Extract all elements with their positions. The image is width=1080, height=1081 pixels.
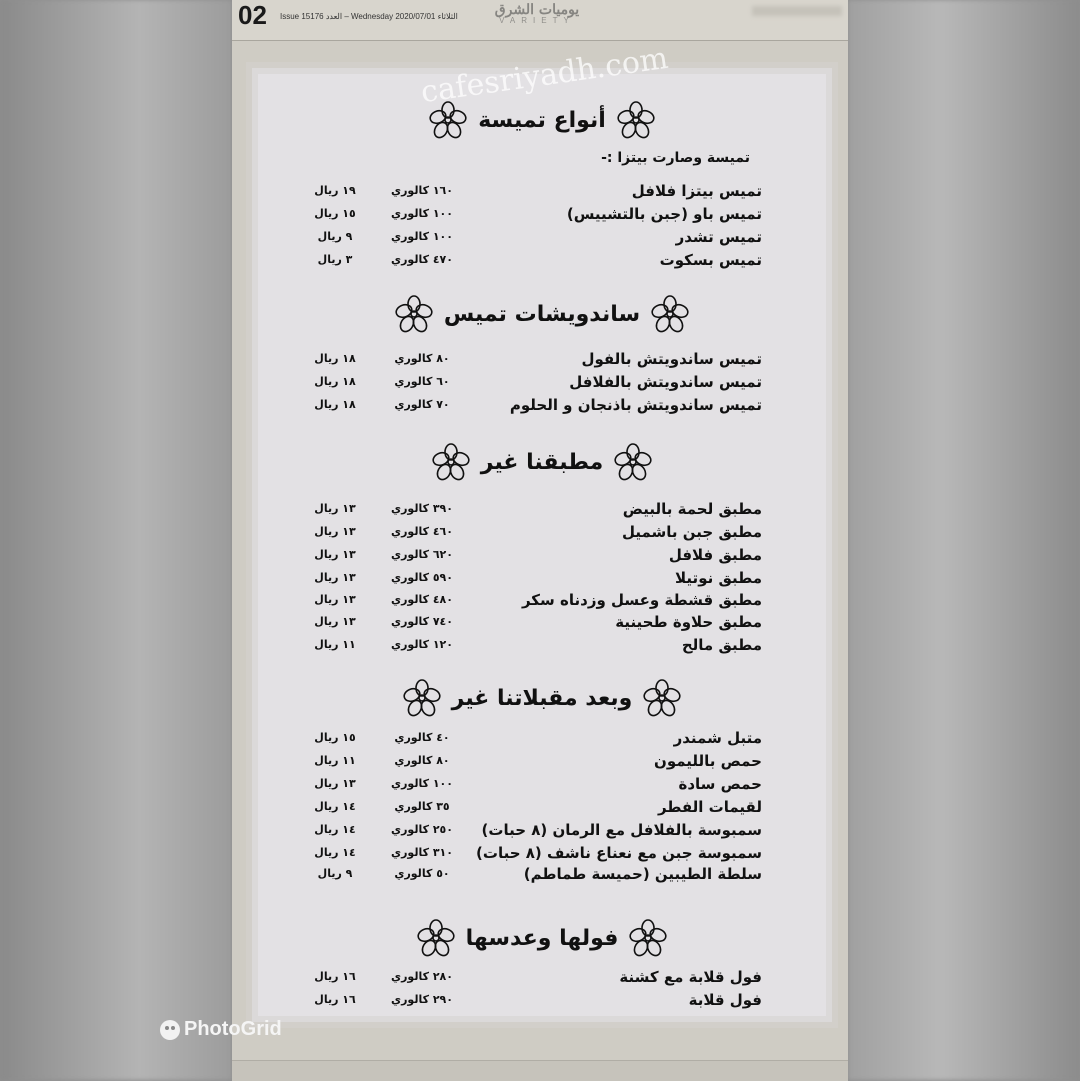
page-number: 02: [238, 0, 267, 30]
item-name: مطبق جبن باشميل: [621, 523, 762, 541]
item-name: تميس بيتزا فلافل: [631, 182, 762, 200]
item-name: متبل شمندر: [673, 729, 762, 747]
item-name: حمص بالليمون: [654, 752, 762, 770]
item-calories: ٦٢٠ كالوري: [391, 548, 453, 561]
menu-item: [300, 567, 762, 589]
flower-icon: [402, 678, 442, 718]
menu-item: [300, 819, 762, 841]
item-name: تميس بسكوت: [659, 251, 762, 269]
item-name: مطبق لحمة بالبيض: [622, 500, 762, 518]
flower-icon: [628, 918, 668, 958]
item-price: ١٥ ريال: [314, 731, 356, 744]
item-price: ١٣ ريال: [314, 525, 356, 538]
item-price: ١٩ ريال: [314, 184, 356, 197]
menu-item: [300, 589, 762, 611]
item-name: سمبوسة جبن مع نعناع ناشف (٨ حبات): [476, 844, 762, 862]
menu-item: [300, 634, 762, 656]
item-name: فول قلابة مع كشنة: [619, 968, 762, 986]
menu-item: [300, 203, 762, 225]
menu-item: [300, 521, 762, 543]
item-name: سمبوسة بالفلافل مع الرمان (٨ حبات): [481, 821, 762, 839]
item-price: ٣ ريال: [317, 253, 353, 266]
menu-item: [300, 750, 762, 772]
item-calories: ٧٠ كالوري: [394, 398, 450, 411]
item-name: مطبق قشطة وعسل وزدناه سكر: [521, 591, 762, 609]
item-price: ١٤ ريال: [314, 800, 356, 813]
menu-item: [300, 796, 762, 818]
item-name: تميس ساندويتش باذنجان و الحلوم: [509, 396, 762, 414]
section-title: أنواع تميسة: [478, 107, 606, 133]
item-name: مطبق فلافل: [668, 546, 762, 564]
item-price: ١٨ ريال: [314, 398, 356, 411]
menu-item: [300, 371, 762, 393]
photogrid-watermark: [160, 1018, 282, 1041]
section-heading: [258, 676, 826, 720]
section-subtitle: تميسة وصارت بيتزا :-: [601, 150, 750, 166]
item-calories: ٤٧٠ كالوري: [391, 253, 453, 266]
item-calories: ١٠٠ كالوري: [391, 230, 453, 243]
menu-item: [300, 842, 762, 864]
item-name: سلطة الطيبين (حميسة طماطم): [523, 865, 762, 883]
item-calories: ٨٠ كالوري: [394, 754, 450, 767]
item-calories: ١٢٠ كالوري: [391, 638, 453, 651]
section-title: مطبقنا غير: [480, 449, 604, 475]
item-name: تميس ساندويتش بالفلافل: [569, 373, 762, 391]
menu-item: [300, 226, 762, 248]
flower-icon: [613, 442, 653, 482]
item-calories: ٥٠ كالوري: [394, 867, 450, 880]
menu-item: [300, 498, 762, 520]
item-calories: ٤٦٠ كالوري: [391, 525, 453, 538]
item-name: تميس ساندويتش بالفول: [581, 350, 762, 368]
item-price: ١٣ ريال: [314, 571, 356, 584]
page-header: [232, 0, 848, 41]
item-name: تميس باو (جبن بالتشييس): [566, 205, 762, 223]
menu-item: [300, 180, 762, 202]
item-price: ١٤ ريال: [314, 823, 356, 836]
menu-item: [300, 966, 762, 988]
item-price: ١٦ ريال: [314, 970, 356, 983]
item-price: ١٣ ريال: [314, 777, 356, 790]
item-calories: ٥٩٠ كالوري: [391, 571, 453, 584]
menu-item: [300, 863, 762, 885]
flower-icon: [642, 678, 682, 718]
item-price: ١٣ ريال: [314, 615, 356, 628]
section-heading: [258, 98, 826, 142]
item-name: مطبق نوتيلا: [675, 569, 762, 587]
flower-icon: [428, 100, 468, 140]
item-calories: ٨٠ كالوري: [394, 352, 450, 365]
item-calories: ٣٩٠ كالوري: [391, 502, 453, 515]
menu-item: [300, 989, 762, 1011]
item-name: فول قلابة: [688, 991, 762, 1009]
item-price: ١٥ ريال: [314, 207, 356, 220]
item-calories: ١٠٠ كالوري: [391, 207, 453, 220]
item-name: حمص سادة: [678, 775, 762, 793]
section-heading: [258, 440, 826, 484]
menu-item: [300, 611, 762, 633]
item-calories: ٢٥٠ كالوري: [391, 823, 453, 836]
photogrid-label: PhotoGrid: [184, 1018, 282, 1040]
item-calories: ٣٥ كالوري: [394, 800, 450, 813]
newspaper-name-ar: يوميات الشرق: [494, 2, 580, 18]
page-footer: [232, 1060, 848, 1081]
item-calories: ١٦٠ كالوري: [391, 184, 453, 197]
blurred-background-left: [0, 0, 232, 1080]
item-name: تميس تشدر: [675, 228, 762, 246]
item-calories: ٣١٠ كالوري: [391, 846, 453, 859]
item-calories: ١٠٠ كالوري: [391, 777, 453, 790]
menu-item: [300, 544, 762, 566]
section-title: فولها وعدسها: [465, 925, 619, 951]
menu-item: [300, 394, 762, 416]
item-price: ٩ ريال: [317, 230, 353, 243]
section-title: وبعد مقبلاتنا غير: [451, 685, 633, 711]
item-calories: ٢٨٠ كالوري: [391, 970, 453, 983]
menu-item: [300, 773, 762, 795]
item-calories: ٧٤٠ كالوري: [391, 615, 453, 628]
item-calories: ٢٩٠ كالوري: [391, 993, 453, 1006]
item-name: مطبق مالح: [681, 636, 762, 654]
newspaper-logo: [472, 2, 602, 32]
section-heading: [258, 916, 826, 960]
blurred-header-text: [752, 6, 842, 16]
item-price: ١١ ريال: [314, 638, 356, 651]
item-price: ٩ ريال: [317, 867, 353, 880]
item-calories: ٤٠ كالوري: [394, 731, 450, 744]
watermark: cafesriyadh.com: [418, 40, 671, 111]
item-name: مطبق حلاوة طحينية: [615, 613, 762, 631]
menu-item: [300, 348, 762, 370]
newspaper-name-en: VARIETY: [499, 16, 575, 25]
blurred-background-right: [848, 0, 1080, 1080]
issue-line: Issue 15176 العدد – Wednesday 2020/07/01 الثلاثاء: [280, 12, 458, 21]
item-price: ١٦ ريال: [314, 993, 356, 1006]
flower-icon: [650, 294, 690, 334]
item-price: ١٨ ريال: [314, 352, 356, 365]
flower-icon: [394, 294, 434, 334]
item-name: لقيمات الفطر: [657, 798, 762, 816]
item-calories: ٦٠ كالوري: [394, 375, 450, 388]
menu-item: [300, 727, 762, 749]
item-price: ١٤ ريال: [314, 846, 356, 859]
section-heading: [258, 292, 826, 336]
menu-item: [300, 249, 762, 271]
item-price: ١٣ ريال: [314, 593, 356, 606]
flower-icon: [431, 442, 471, 482]
section-title: ساندويشات تميس: [443, 301, 641, 327]
photogrid-icon: [160, 1020, 180, 1040]
item-price: ١٨ ريال: [314, 375, 356, 388]
flower-icon: [416, 918, 456, 958]
item-price: ١٣ ريال: [314, 548, 356, 561]
item-calories: ٤٨٠ كالوري: [391, 593, 453, 606]
flower-icon: [616, 100, 656, 140]
item-price: ١١ ريال: [314, 754, 356, 767]
item-price: ١٣ ريال: [314, 502, 356, 515]
